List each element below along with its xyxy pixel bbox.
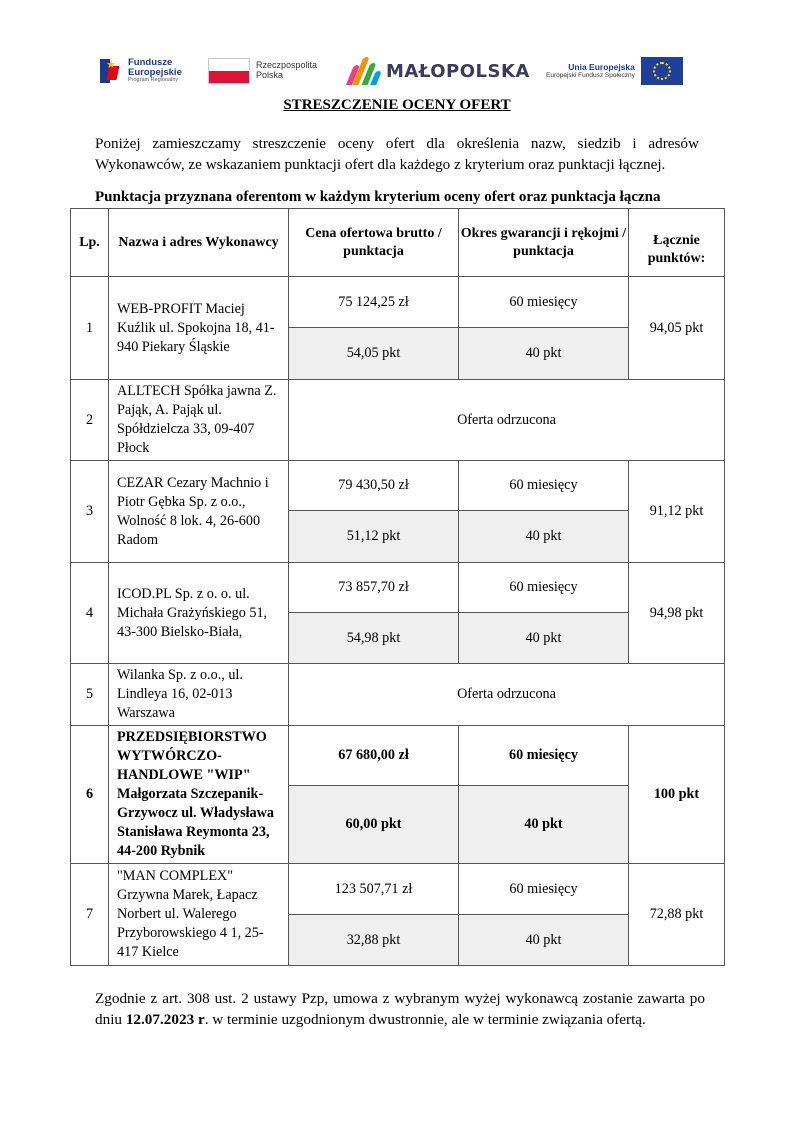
row-total: 91,12 pkt — [629, 461, 725, 563]
rzeczpospolita-logo — [208, 50, 317, 92]
fundusze-europejskie-icon: ★ — [98, 56, 124, 86]
table-row — [71, 380, 725, 461]
row-price-points: 54,05 pkt — [289, 328, 459, 380]
table-row — [71, 726, 725, 786]
eu-flag-icon — [641, 57, 683, 85]
table-caption: Punktacja przyznana oferentom w każdym kryterium oceny ofert oraz punktacja łączna — [95, 189, 661, 205]
header-warranty: Okres gwarancji i rękojmi / punktacja — [459, 209, 629, 277]
row-price-points: 54,98 pkt — [289, 613, 459, 664]
row-lp: 3 — [71, 461, 109, 563]
row-name: PRZEDSIĘBIORSTWO WYTWÓRCZO-HANDLOWE "WIP" Małgorzata Szczepanik-Grzywocz ul. Władysława Stanisława Reymonta 23, 44-200 Rybnik — [109, 726, 289, 864]
table-row — [71, 664, 725, 726]
row-warranty: 60 miesięcy — [459, 563, 629, 613]
table-header-row — [71, 209, 725, 277]
footer-paragraph — [95, 988, 705, 1030]
row-price-points: 32,88 pkt — [289, 915, 459, 966]
row-price-points: 51,12 pkt — [289, 511, 459, 563]
fundusze-europejskie-logo — [98, 50, 182, 92]
malopolska-logo-text: MAŁOPOLSKA — [386, 60, 530, 82]
footer-text-1: Zgodnie z art. 308 ust. 2 ustawy Pzp, umowa z wybranym wyżej wykonawcą zostanie zawarta po dniu — [95, 990, 705, 1028]
row-rejected-status: Oferta odrzucona — [289, 664, 725, 726]
row-warranty: 60 miesięcy — [459, 461, 629, 511]
malopolska-logo — [346, 50, 530, 92]
row-name: CEZAR Cezary Machnio i Piotr Gębka Sp. z o.o., Wolność 8 lok. 4, 26-600 Radom — [109, 461, 289, 563]
intro-paragraph: Poniżej zamieszczamy streszczenie oceny ofert dla określenia nazw, siedzib i adresów Wykonawców, ze wskazaniem punktacji ofert dla każdego z kryterium oraz punktacji łącznej. — [95, 135, 699, 173]
row-name: WEB-PROFIT Maciej Kuźlik ul. Spokojna 18, 41-940 Piekary Śląskie — [109, 277, 289, 380]
footer-date: 12.07.2023 r — [125, 1011, 205, 1028]
logo-bar — [98, 50, 696, 92]
row-lp: 7 — [71, 864, 109, 966]
row-price: 79 430,50 zł — [289, 461, 459, 511]
row-name: Wilanka Sp. z o.o., ul. Lindleya 16, 02-013 Warszawa — [109, 664, 289, 726]
row-price: 67 680,00 zł — [289, 726, 459, 786]
row-lp: 6 — [71, 726, 109, 864]
results-table — [70, 208, 725, 966]
row-lp: 2 — [71, 380, 109, 461]
row-lp: 4 — [71, 563, 109, 664]
fe-logo-line1: Fundusze — [128, 57, 173, 69]
fe-logo-line3: Program Regionalny — [128, 77, 179, 84]
page-title: STRESZCZENIE OCENY OFERT — [283, 97, 511, 113]
row-price: 75 124,25 zł — [289, 277, 459, 328]
row-total: 100 pkt — [629, 726, 725, 864]
unia-europejska-logo — [546, 50, 683, 92]
row-name: "MAN COMPLEX" Grzywna Marek, Łapacz Norbert ul. Walerego Przyborowskiego 4 1, 25-417 Kielce — [109, 864, 289, 966]
row-warranty-points: 40 pkt — [459, 613, 629, 664]
row-warranty: 60 miesięcy — [459, 864, 629, 915]
row-warranty-points: 40 pkt — [459, 786, 629, 864]
ue-logo-line1: Unia Europejska — [568, 61, 635, 72]
header-total: Łącznie punktów: — [629, 209, 725, 277]
malopolska-icon — [346, 57, 380, 85]
header-lp: Lp. — [71, 209, 109, 277]
row-warranty-points: 40 pkt — [459, 328, 629, 380]
ue-logo-line2: Europejski Fundusz Społeczny — [546, 72, 635, 80]
table-row — [71, 864, 725, 915]
fe-logo-line2: Europejskie — [128, 66, 182, 78]
header-name: Nazwa i adres Wykonawcy — [109, 209, 289, 277]
row-total: 94,05 pkt — [629, 277, 725, 380]
table-row — [71, 563, 725, 613]
row-lp: 5 — [71, 664, 109, 726]
rp-logo-line1: Rzeczpospolita — [256, 60, 318, 71]
rp-logo-line2: Polska — [256, 70, 284, 80]
row-price: 123 507,71 zł — [289, 864, 459, 915]
header-price: Cena ofertowa brutto / punktacja — [289, 209, 459, 277]
row-total: 72,88 pkt — [629, 864, 725, 966]
row-name: ICOD.PL Sp. z o. o. ul. Michała Grażyńskiego 51, 43-300 Bielsko-Biała, — [109, 563, 289, 664]
row-warranty: 60 miesięcy — [459, 726, 629, 786]
row-warranty-points: 40 pkt — [459, 511, 629, 563]
row-warranty-points: 40 pkt — [459, 915, 629, 966]
row-warranty: 60 miesięcy — [459, 277, 629, 328]
row-rejected-status: Oferta odrzucona — [289, 380, 725, 461]
row-lp: 1 — [71, 277, 109, 380]
polish-flag-icon — [208, 58, 250, 84]
row-name: ALLTECH Spółka jawna Z. Pająk, A. Pająk ul. Spółdzielcza 33, 09-407 Płock — [109, 380, 289, 461]
table-row — [71, 461, 725, 511]
footer-text-2: . w terminie uzgodnionym dwustronnie, ale w terminie związania ofertą. — [204, 1011, 646, 1028]
row-total: 94,98 pkt — [629, 563, 725, 664]
row-price: 73 857,70 zł — [289, 563, 459, 613]
row-price-points: 60,00 pkt — [289, 786, 459, 864]
table-row — [71, 277, 725, 328]
